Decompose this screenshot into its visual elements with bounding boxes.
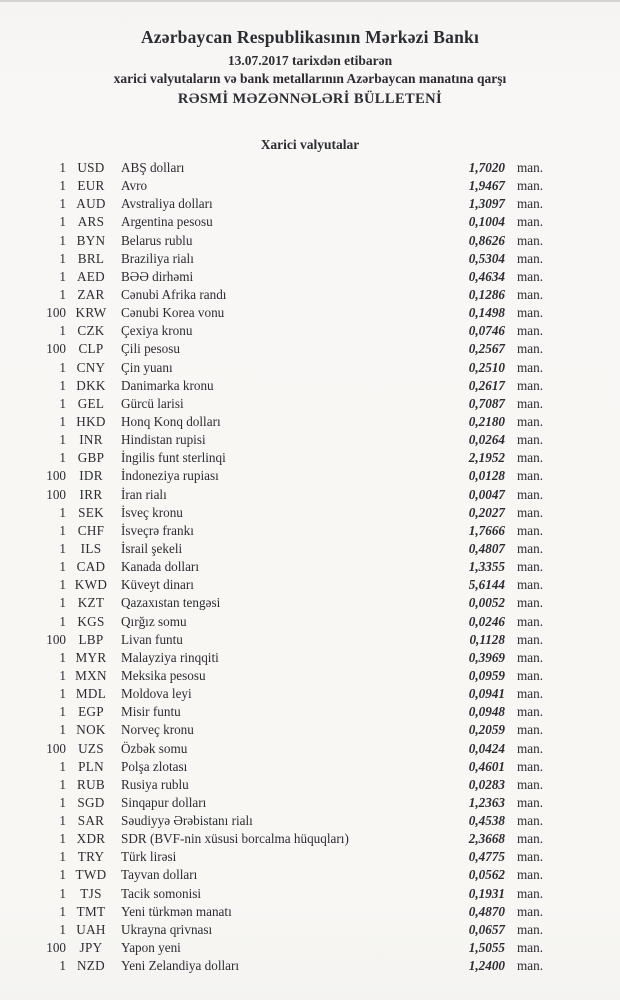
unit-cell: man.: [517, 758, 544, 774]
rate-value-cell: 0,1286: [468, 286, 505, 302]
quantity-cell: 1: [59, 214, 66, 230]
rate-value-cell: 0,0959: [468, 667, 505, 683]
unit-cell: man.: [517, 849, 544, 865]
rate-value-cell: 0,2027: [468, 504, 505, 520]
currency-code-cell: USD: [77, 160, 105, 175]
quantity-cell: 1: [59, 849, 66, 865]
unit-cell: man.: [517, 413, 544, 429]
quantity-cell: 1: [59, 704, 66, 720]
currency-code-cell: UZS: [78, 740, 104, 756]
rate-value-cell: 0,0246: [468, 613, 505, 629]
rate-row: [0, 848, 555, 866]
currency-code-cell: MYR: [75, 649, 107, 665]
page-title: Azərbaycan Respublikasının Mərkəzi Bankı: [140, 27, 480, 47]
unit-cell: man.: [517, 649, 544, 665]
currency-code-cell: XDR: [76, 831, 106, 847]
rate-value-cell: 0,1004: [468, 214, 505, 230]
currency-code-cell: NOK: [76, 722, 106, 738]
rate-row: [0, 631, 555, 649]
quantity-cell: 1: [59, 758, 66, 774]
currency-code-cell: MXN: [75, 667, 107, 683]
rate-value-cell: 0,0562: [468, 867, 505, 883]
unit-cell: man.: [517, 486, 544, 502]
rate-row: [0, 540, 555, 558]
rate-row: [0, 776, 555, 794]
unit-cell: man.: [517, 686, 544, 702]
unit-cell: man.: [517, 432, 544, 448]
currency-name-cell: Malayziya rinqqiti: [121, 649, 219, 665]
rate-row: [0, 413, 555, 431]
unit-cell: man.: [517, 250, 544, 266]
currency-code-cell: AUD: [76, 196, 106, 212]
currency-name-cell: Türk lirəsi: [121, 849, 177, 865]
rate-row: [0, 377, 555, 395]
currency-code-cell: CHF: [77, 522, 105, 538]
rate-row: [0, 286, 555, 304]
currency-code-cell: GEL: [77, 395, 105, 411]
unit-cell: man.: [517, 323, 544, 339]
currency-code-cell: GBP: [77, 450, 105, 466]
unit-cell: man.: [517, 377, 544, 393]
quantity-cell: 100: [46, 341, 66, 357]
unit-cell: man.: [517, 522, 544, 538]
currency-code-cell: LBP: [78, 631, 104, 647]
unit-cell: man.: [517, 468, 544, 484]
rate-value-cell: 1,7666: [468, 522, 505, 538]
quantity-cell: 1: [59, 540, 66, 556]
rate-value-cell: 0,0948: [468, 704, 505, 720]
currency-code-cell: TRY: [77, 849, 105, 865]
currency-code-cell: TMT: [76, 903, 106, 919]
rate-value-cell: 2,3668: [468, 831, 505, 847]
unit-cell: man.: [517, 286, 544, 302]
rate-value-cell: 2,1952: [468, 450, 505, 466]
currency-code-cell: ILS: [80, 540, 102, 556]
quantity-cell: 100: [46, 740, 66, 756]
currency-code-cell: HKD: [76, 413, 106, 429]
rate-row: [0, 721, 555, 739]
document-header: [0, 26, 620, 109]
currency-code-cell: EUR: [77, 178, 105, 194]
currency-name-cell: Gürcü larisi: [121, 395, 184, 411]
rate-value-cell: 0,4870: [468, 903, 505, 919]
exchange-rates-table: [0, 159, 555, 975]
rate-value-cell: 0,0941: [468, 686, 505, 702]
rate-value-cell: 1,9467: [468, 178, 505, 194]
rate-row: [0, 939, 555, 957]
quantity-cell: 1: [59, 867, 66, 883]
unit-cell: man.: [517, 667, 544, 683]
rate-row: [0, 758, 555, 776]
rate-row: [0, 322, 555, 340]
unit-cell: man.: [517, 232, 544, 248]
quantity-cell: 1: [59, 649, 66, 665]
currency-code-cell: RUB: [76, 776, 105, 792]
quantity-cell: 1: [59, 395, 66, 411]
rate-value-cell: 1,7020: [468, 160, 505, 175]
currency-name-cell: Yeni Zelandiya dolları: [121, 958, 240, 974]
rate-row: [0, 359, 555, 377]
rate-value-cell: 1,5055: [468, 940, 505, 956]
rate-row: [0, 594, 555, 612]
quantity-cell: 1: [59, 885, 66, 901]
quantity-cell: 1: [59, 921, 66, 937]
rate-value-cell: 0,2059: [468, 722, 505, 738]
unit-cell: man.: [517, 214, 544, 230]
quantity-cell: 100: [46, 631, 66, 647]
unit-cell: man.: [517, 268, 544, 284]
quantity-cell: 1: [59, 286, 66, 302]
unit-cell: man.: [517, 160, 544, 175]
rate-row: [0, 830, 555, 848]
currency-code-cell: AED: [76, 268, 105, 284]
currency-name-cell: Avstraliya dolları: [121, 196, 213, 212]
currency-name-cell: İngilis funt sterlinqi: [121, 450, 226, 466]
quantity-cell: 1: [59, 160, 66, 175]
unit-cell: man.: [517, 794, 544, 810]
rate-row: [0, 522, 555, 540]
currency-name-cell: Kanada dolları: [121, 559, 199, 575]
currency-code-cell: PLN: [78, 758, 104, 774]
currency-code-cell: DKK: [76, 377, 106, 393]
rate-row: [0, 449, 555, 467]
scan-edge-artifact: [0, 0, 620, 2]
currency-name-cell: Avro: [121, 178, 148, 194]
rate-row: [0, 576, 555, 594]
currency-name-cell: Cənubi Korea vonu: [121, 305, 225, 321]
unit-cell: man.: [517, 885, 544, 901]
currency-code-cell: IRR: [79, 486, 103, 502]
quantity-cell: 1: [59, 958, 66, 974]
rate-value-cell: 0,0128: [468, 468, 505, 484]
unit-cell: man.: [517, 631, 544, 647]
unit-cell: man.: [517, 341, 544, 357]
unit-cell: man.: [517, 613, 544, 629]
unit-cell: man.: [517, 595, 544, 611]
currency-name-cell: Meksika pesosu: [121, 667, 206, 683]
rate-row: [0, 467, 555, 485]
rate-row: [0, 431, 555, 449]
currency-name-cell: Özbək somu: [121, 740, 188, 756]
currency-code-cell: EGP: [78, 704, 104, 720]
unit-cell: man.: [517, 740, 544, 756]
currency-code-cell: BYN: [76, 232, 106, 248]
rate-row: [0, 195, 555, 213]
rate-row: [0, 649, 555, 667]
currency-code-cell: TJS: [80, 885, 102, 901]
unit-cell: man.: [517, 540, 544, 556]
currency-name-cell: İsrail şekeli: [121, 540, 183, 556]
quantity-cell: 1: [59, 432, 66, 448]
quantity-cell: 1: [59, 196, 66, 212]
rate-row: [0, 812, 555, 830]
currency-name-cell: Yeni türkmən manatı: [121, 903, 232, 919]
quantity-cell: 1: [59, 794, 66, 810]
currency-code-cell: JPY: [79, 940, 103, 956]
currency-name-cell: Qırğız somu: [121, 613, 187, 629]
currency-name-cell: Livan funtu: [121, 631, 183, 647]
currency-code-cell: KWD: [74, 577, 108, 593]
currency-name-cell: İran rialı: [121, 486, 167, 502]
quantity-cell: 1: [59, 686, 66, 702]
unit-cell: man.: [517, 196, 544, 212]
unit-cell: man.: [517, 504, 544, 520]
rate-value-cell: 0,0657: [468, 921, 505, 937]
currency-name-cell: Tacik somonisi: [121, 885, 202, 901]
rate-value-cell: 0,4775: [468, 849, 505, 865]
currency-name-cell: Danimarka kronu: [121, 377, 214, 393]
currency-code-cell: IDR: [79, 468, 103, 484]
currency-code-cell: INR: [79, 432, 103, 448]
currency-name-cell: SDR (BVF-nin xüsusi borcalma hüquqları): [121, 831, 349, 847]
quantity-cell: 1: [59, 413, 66, 429]
currency-name-cell: İsveç kronu: [121, 504, 183, 520]
unit-cell: man.: [517, 831, 544, 847]
rate-value-cell: 5,6144: [468, 577, 505, 593]
rate-row: [0, 685, 555, 703]
currency-code-cell: SGD: [77, 794, 105, 810]
quantity-cell: 1: [59, 522, 66, 538]
unit-cell: man.: [517, 867, 544, 883]
quantity-cell: 1: [59, 359, 66, 375]
currency-name-cell: Səudiyyə Ərəbistanı rialı: [121, 813, 253, 829]
rate-row: [0, 613, 555, 631]
unit-cell: man.: [517, 940, 544, 956]
currency-code-cell: KZT: [77, 595, 105, 611]
quantity-cell: 1: [59, 667, 66, 683]
currency-name-cell: BƏƏ dirhəmi: [121, 268, 194, 284]
quantity-cell: 1: [59, 577, 66, 593]
quantity-cell: 100: [46, 305, 66, 321]
currency-code-cell: KGS: [77, 613, 105, 629]
quantity-cell: 1: [59, 250, 66, 266]
currency-code-cell: CNY: [76, 359, 106, 375]
currency-name-cell: Yapon yeni: [121, 940, 181, 956]
rate-value-cell: 1,3355: [468, 559, 505, 575]
rate-value-cell: 0,0264: [468, 432, 505, 448]
rate-value-cell: 0,0283: [468, 776, 505, 792]
rate-row: [0, 177, 555, 195]
rate-row: [0, 794, 555, 812]
currency-name-cell: Sinqapur dolları: [121, 794, 207, 810]
unit-cell: man.: [517, 921, 544, 937]
rate-value-cell: 0,0746: [468, 323, 505, 339]
rate-value-cell: 0,4601: [468, 758, 505, 774]
currency-name-cell: Çin yuanı: [121, 359, 173, 375]
currency-name-cell: Norveç kronu: [121, 722, 194, 738]
currency-name-cell: Hindistan rupisi: [121, 432, 206, 448]
currency-code-cell: ZAR: [77, 286, 105, 302]
currency-name-cell: Çexiya kronu: [121, 323, 193, 339]
currency-name-cell: Honq Konq dolları: [121, 413, 221, 429]
rate-row: [0, 232, 555, 250]
currency-name-cell: Moldova leyi: [121, 686, 192, 702]
currency-code-cell: NZD: [76, 958, 105, 974]
unit-cell: man.: [517, 577, 544, 593]
quantity-cell: 1: [59, 776, 66, 792]
quantity-cell: 1: [59, 722, 66, 738]
rate-value-cell: 0,0424: [468, 740, 505, 756]
quantity-cell: 1: [59, 450, 66, 466]
rate-value-cell: 1,2363: [468, 794, 505, 810]
currency-code-cell: MDL: [75, 686, 107, 702]
currency-name-cell: Argentina pesosu: [121, 214, 213, 230]
unit-cell: man.: [517, 178, 544, 194]
currency-name-cell: Cənubi Afrika randı: [121, 286, 227, 302]
rate-value-cell: 0,0052: [468, 595, 505, 611]
rate-value-cell: 0,2617: [468, 377, 505, 393]
rate-row: [0, 504, 555, 522]
rate-value-cell: 0,2567: [468, 341, 505, 357]
quantity-cell: 1: [59, 813, 66, 829]
rate-row: [0, 250, 555, 268]
unit-cell: man.: [517, 450, 544, 466]
rate-value-cell: 0,1128: [469, 631, 505, 647]
unit-cell: man.: [517, 704, 544, 720]
unit-cell: man.: [517, 305, 544, 321]
rate-row: [0, 866, 555, 884]
quantity-cell: 1: [59, 831, 66, 847]
quantity-cell: 1: [59, 613, 66, 629]
rate-value-cell: 0,4538: [468, 813, 505, 829]
unit-cell: man.: [517, 776, 544, 792]
quantity-cell: 1: [59, 232, 66, 248]
rate-row: [0, 340, 555, 358]
quantity-cell: 100: [46, 486, 66, 502]
rate-row: [0, 667, 555, 685]
rate-value-cell: 0,2510: [468, 359, 505, 375]
currency-code-cell: CZK: [77, 323, 105, 339]
rate-value-cell: 0,1931: [468, 885, 505, 901]
currency-name-cell: Qazaxıstan tengəsi: [121, 595, 221, 611]
rate-row: [0, 395, 555, 413]
bulletin-title-line: RƏSMİ MƏZƏNNƏLƏRİ BÜLLETENİ: [177, 91, 443, 107]
rate-row: [0, 921, 555, 939]
currency-code-cell: SEK: [78, 504, 104, 520]
rate-row: [0, 213, 555, 231]
currency-code-cell: TWD: [75, 867, 107, 883]
quantity-cell: 1: [59, 268, 66, 284]
currency-code-cell: KRW: [75, 305, 107, 321]
quantity-cell: 1: [59, 504, 66, 520]
rate-value-cell: 0,5304: [468, 250, 505, 266]
unit-cell: man.: [517, 395, 544, 411]
rate-row: [0, 159, 555, 177]
currency-name-cell: Misir funtu: [121, 704, 181, 720]
currency-code-cell: CLP: [78, 341, 104, 357]
rate-row: [0, 486, 555, 504]
quantity-cell: 1: [59, 323, 66, 339]
rate-row: [0, 740, 555, 758]
rate-row: [0, 304, 555, 322]
rate-row: [0, 703, 555, 721]
rate-row: [0, 957, 555, 975]
subtitle-line: xarici valyutaların və bank metallarının Azərbaycan manatına qarşı: [113, 71, 507, 86]
unit-cell: man.: [517, 359, 544, 375]
currency-code-cell: ARS: [77, 214, 105, 230]
currency-name-cell: Tayvan dolları: [121, 867, 198, 883]
rate-value-cell: 0,4634: [468, 268, 505, 284]
rate-value-cell: 0,7087: [468, 395, 505, 411]
quantity-cell: 100: [46, 468, 66, 484]
rate-value-cell: 0,1498: [468, 305, 505, 321]
rate-row: [0, 268, 555, 286]
rate-value-cell: 0,4807: [468, 540, 505, 556]
quantity-cell: 1: [59, 903, 66, 919]
quantity-cell: 1: [59, 595, 66, 611]
currency-code-cell: SAR: [77, 813, 105, 829]
rate-value-cell: 0,2180: [468, 413, 505, 429]
currency-name-cell: Çili pesosu: [121, 341, 180, 357]
currency-name-cell: Küveyt dinarı: [121, 577, 194, 593]
effective-date-line: 13.07.2017 tarixdən etibarən: [227, 53, 393, 68]
unit-cell: man.: [517, 813, 544, 829]
rate-value-cell: 0,0047: [468, 486, 505, 502]
rate-row: [0, 558, 555, 576]
currency-code-cell: BRL: [77, 250, 105, 266]
unit-cell: man.: [517, 958, 544, 974]
quantity-cell: 1: [59, 559, 66, 575]
currency-name-cell: ABŞ dolları: [121, 160, 185, 175]
currency-name-cell: İndoneziya rupiası: [121, 468, 219, 484]
rate-value-cell: 0,8626: [468, 232, 505, 248]
section-heading-foreign-currencies: Xarici valyutalar: [260, 137, 360, 152]
quantity-cell: 1: [59, 377, 66, 393]
currency-name-cell: Ukrayna qrivnası: [121, 921, 213, 937]
quantity-cell: 100: [46, 940, 66, 956]
currency-code-cell: CAD: [76, 559, 106, 575]
unit-cell: man.: [517, 903, 544, 919]
rate-row: [0, 885, 555, 903]
currency-name-cell: Braziliya rialı: [121, 250, 194, 266]
currency-name-cell: Belarus rublu: [121, 232, 193, 248]
rate-row: [0, 903, 555, 921]
currency-code-cell: UAH: [76, 921, 106, 937]
rate-value-cell: 1,3097: [468, 196, 505, 212]
rate-value-cell: 1,2400: [468, 958, 505, 974]
unit-cell: man.: [517, 559, 544, 575]
rate-value-cell: 0,3969: [468, 649, 505, 665]
currency-name-cell: İsveçrə frankı: [121, 522, 194, 538]
quantity-cell: 1: [59, 178, 66, 194]
unit-cell: man.: [517, 722, 544, 738]
currency-name-cell: Polşa zlotası: [121, 758, 188, 774]
currency-name-cell: Rusiya rublu: [121, 776, 189, 792]
